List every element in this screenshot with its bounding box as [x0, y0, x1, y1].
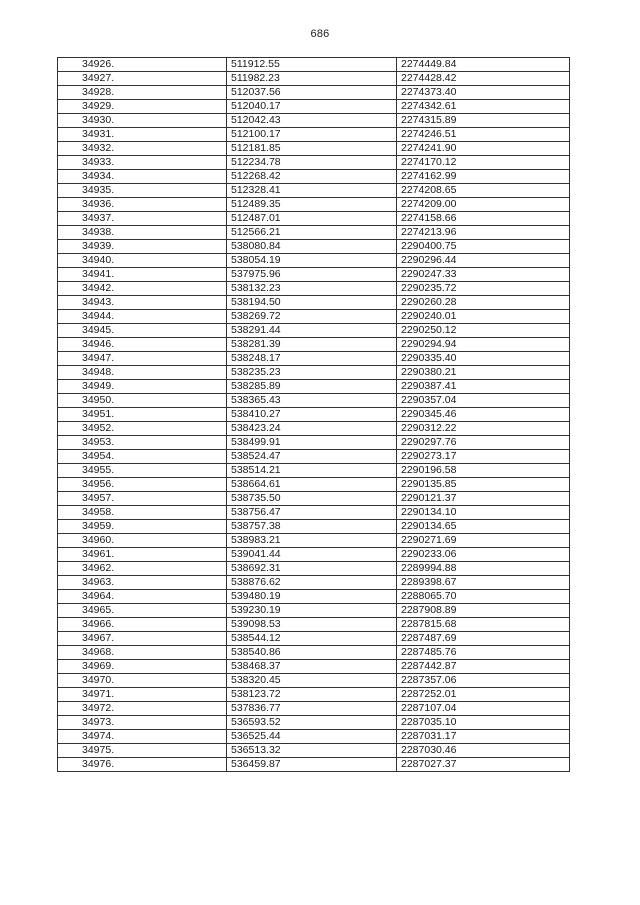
y-coordinate-cell: 2290250.12 — [397, 324, 570, 338]
point-number-cell: 34973. — [58, 716, 227, 730]
y-coordinate-cell: 2274241.90 — [397, 142, 570, 156]
table-row — [58, 380, 570, 394]
table-row — [58, 450, 570, 464]
x-coordinate-cell: 539230.19 — [227, 604, 397, 618]
table-row — [58, 128, 570, 142]
table-row — [58, 632, 570, 646]
table-row — [58, 618, 570, 632]
y-coordinate-cell: 2290357.04 — [397, 394, 570, 408]
y-coordinate-cell: 2290400.75 — [397, 240, 570, 254]
x-coordinate-cell: 538524.47 — [227, 450, 397, 464]
point-number-cell: 34970. — [58, 674, 227, 688]
table-row — [58, 58, 570, 72]
x-coordinate-cell: 538468.37 — [227, 660, 397, 674]
point-number-cell: 34926. — [58, 58, 227, 72]
y-coordinate-cell: 2290387.41 — [397, 380, 570, 394]
y-coordinate-cell: 2287485.76 — [397, 646, 570, 660]
x-coordinate-cell: 538291.44 — [227, 324, 397, 338]
table-row — [58, 660, 570, 674]
y-coordinate-cell: 2287908.89 — [397, 604, 570, 618]
x-coordinate-cell: 538132.23 — [227, 282, 397, 296]
point-number-cell: 34965. — [58, 604, 227, 618]
point-number-cell: 34972. — [58, 702, 227, 716]
coordinates-table-container — [57, 57, 569, 772]
point-number-cell: 34932. — [58, 142, 227, 156]
table-row — [58, 212, 570, 226]
x-coordinate-cell: 536525.44 — [227, 730, 397, 744]
x-coordinate-cell: 536513.32 — [227, 744, 397, 758]
table-row — [58, 156, 570, 170]
point-number-cell: 34957. — [58, 492, 227, 506]
y-coordinate-cell: 2274315.89 — [397, 114, 570, 128]
x-coordinate-cell: 512489.35 — [227, 198, 397, 212]
point-number-cell: 34960. — [58, 534, 227, 548]
table-row — [58, 716, 570, 730]
y-coordinate-cell: 2290135.85 — [397, 478, 570, 492]
y-coordinate-cell: 2290134.65 — [397, 520, 570, 534]
x-coordinate-cell: 512328.41 — [227, 184, 397, 198]
table-row — [58, 240, 570, 254]
point-number-cell: 34952. — [58, 422, 227, 436]
x-coordinate-cell: 538194.50 — [227, 296, 397, 310]
table-row — [58, 394, 570, 408]
point-number-cell: 34936. — [58, 198, 227, 212]
y-coordinate-cell: 2274213.96 — [397, 226, 570, 240]
y-coordinate-cell: 2290335.40 — [397, 352, 570, 366]
y-coordinate-cell: 2290235.72 — [397, 282, 570, 296]
point-number-cell: 34947. — [58, 352, 227, 366]
table-row — [58, 702, 570, 716]
y-coordinate-cell: 2274208.65 — [397, 184, 570, 198]
y-coordinate-cell: 2290196.58 — [397, 464, 570, 478]
x-coordinate-cell: 538544.12 — [227, 632, 397, 646]
point-number-cell: 34946. — [58, 338, 227, 352]
x-coordinate-cell: 537975.96 — [227, 268, 397, 282]
y-coordinate-cell: 2289994.88 — [397, 562, 570, 576]
x-coordinate-cell: 538423.24 — [227, 422, 397, 436]
table-row — [58, 562, 570, 576]
point-number-cell: 34934. — [58, 170, 227, 184]
table-row — [58, 114, 570, 128]
point-number-cell: 34959. — [58, 520, 227, 534]
point-number-cell: 34966. — [58, 618, 227, 632]
y-coordinate-cell: 2274158.66 — [397, 212, 570, 226]
table-row — [58, 464, 570, 478]
table-row — [58, 520, 570, 534]
y-coordinate-cell: 2287252.01 — [397, 688, 570, 702]
x-coordinate-cell: 512100.17 — [227, 128, 397, 142]
point-number-cell: 34929. — [58, 100, 227, 114]
table-row — [58, 184, 570, 198]
table-row — [58, 268, 570, 282]
table-row — [58, 170, 570, 184]
x-coordinate-cell: 511982.23 — [227, 72, 397, 86]
point-number-cell: 34967. — [58, 632, 227, 646]
table-row — [58, 548, 570, 562]
x-coordinate-cell: 538514.21 — [227, 464, 397, 478]
table-row — [58, 86, 570, 100]
y-coordinate-cell: 2274246.51 — [397, 128, 570, 142]
page-number: 686 — [310, 28, 330, 40]
y-coordinate-cell: 2290297.76 — [397, 436, 570, 450]
y-coordinate-cell: 2290134.10 — [397, 506, 570, 520]
table-row — [58, 646, 570, 660]
y-coordinate-cell: 2287027.37 — [397, 758, 570, 772]
y-coordinate-cell: 2289398.67 — [397, 576, 570, 590]
table-row — [58, 254, 570, 268]
y-coordinate-cell: 2290260.28 — [397, 296, 570, 310]
point-number-cell: 34968. — [58, 646, 227, 660]
x-coordinate-cell: 538735.50 — [227, 492, 397, 506]
point-number-cell: 34933. — [58, 156, 227, 170]
table-row — [58, 72, 570, 86]
table-row — [58, 436, 570, 450]
table-row — [58, 408, 570, 422]
point-number-cell: 34948. — [58, 366, 227, 380]
x-coordinate-cell: 512181.85 — [227, 142, 397, 156]
y-coordinate-cell: 2290233.06 — [397, 548, 570, 562]
point-number-cell: 34950. — [58, 394, 227, 408]
point-number-cell: 34944. — [58, 310, 227, 324]
x-coordinate-cell: 512566.21 — [227, 226, 397, 240]
x-coordinate-cell: 512487.01 — [227, 212, 397, 226]
y-coordinate-cell: 2274342.61 — [397, 100, 570, 114]
y-coordinate-cell: 2287442.87 — [397, 660, 570, 674]
x-coordinate-cell: 538756.47 — [227, 506, 397, 520]
point-number-cell: 34963. — [58, 576, 227, 590]
y-coordinate-cell: 2290296.44 — [397, 254, 570, 268]
x-coordinate-cell: 539098.53 — [227, 618, 397, 632]
table-row — [58, 604, 570, 618]
x-coordinate-cell: 538540.86 — [227, 646, 397, 660]
point-number-cell: 34951. — [58, 408, 227, 422]
table-row — [58, 674, 570, 688]
y-coordinate-cell: 2274428.42 — [397, 72, 570, 86]
y-coordinate-cell: 2287030.46 — [397, 744, 570, 758]
table-row — [58, 142, 570, 156]
y-coordinate-cell: 2274162.99 — [397, 170, 570, 184]
y-coordinate-cell: 2290294.94 — [397, 338, 570, 352]
table-row — [58, 338, 570, 352]
y-coordinate-cell: 2290271.69 — [397, 534, 570, 548]
point-number-cell: 34931. — [58, 128, 227, 142]
table-row — [58, 366, 570, 380]
table-row — [58, 744, 570, 758]
x-coordinate-cell: 512040.17 — [227, 100, 397, 114]
coordinates-table-body — [58, 58, 570, 772]
x-coordinate-cell: 538983.21 — [227, 534, 397, 548]
point-number-cell: 34975. — [58, 744, 227, 758]
table-row — [58, 352, 570, 366]
table-row — [58, 198, 570, 212]
y-coordinate-cell: 2274170.12 — [397, 156, 570, 170]
x-coordinate-cell: 538235.23 — [227, 366, 397, 380]
y-coordinate-cell: 2290345.46 — [397, 408, 570, 422]
x-coordinate-cell: 537836.77 — [227, 702, 397, 716]
y-coordinate-cell: 2288065.70 — [397, 590, 570, 604]
x-coordinate-cell: 538757.38 — [227, 520, 397, 534]
table-row — [58, 590, 570, 604]
table-row — [58, 324, 570, 338]
y-coordinate-cell: 2290247.33 — [397, 268, 570, 282]
point-number-cell: 34971. — [58, 688, 227, 702]
x-coordinate-cell: 538248.17 — [227, 352, 397, 366]
y-coordinate-cell: 2290240.01 — [397, 310, 570, 324]
table-row — [58, 296, 570, 310]
x-coordinate-cell: 512042.43 — [227, 114, 397, 128]
x-coordinate-cell: 538281.39 — [227, 338, 397, 352]
x-coordinate-cell: 536459.87 — [227, 758, 397, 772]
x-coordinate-cell: 538320.45 — [227, 674, 397, 688]
x-coordinate-cell: 538410.27 — [227, 408, 397, 422]
x-coordinate-cell: 536593.52 — [227, 716, 397, 730]
table-row — [58, 758, 570, 772]
x-coordinate-cell: 538123.72 — [227, 688, 397, 702]
point-number-cell: 34955. — [58, 464, 227, 478]
y-coordinate-cell: 2287031.17 — [397, 730, 570, 744]
x-coordinate-cell: 538285.89 — [227, 380, 397, 394]
y-coordinate-cell: 2290380.21 — [397, 366, 570, 380]
x-coordinate-cell: 512234.78 — [227, 156, 397, 170]
table-row — [58, 282, 570, 296]
y-coordinate-cell: 2290121.37 — [397, 492, 570, 506]
table-row — [58, 730, 570, 744]
x-coordinate-cell: 538664.61 — [227, 478, 397, 492]
x-coordinate-cell: 538499.91 — [227, 436, 397, 450]
x-coordinate-cell: 512268.42 — [227, 170, 397, 184]
point-number-cell: 34964. — [58, 590, 227, 604]
table-row — [58, 576, 570, 590]
x-coordinate-cell: 539041.44 — [227, 548, 397, 562]
table-row — [58, 226, 570, 240]
point-number-cell: 34940. — [58, 254, 227, 268]
x-coordinate-cell: 538269.72 — [227, 310, 397, 324]
x-coordinate-cell: 538365.43 — [227, 394, 397, 408]
table-row — [58, 534, 570, 548]
y-coordinate-cell: 2274449.84 — [397, 58, 570, 72]
y-coordinate-cell: 2287035.10 — [397, 716, 570, 730]
x-coordinate-cell: 538876.62 — [227, 576, 397, 590]
point-number-cell: 34949. — [58, 380, 227, 394]
point-number-cell: 34961. — [58, 548, 227, 562]
point-number-cell: 34930. — [58, 114, 227, 128]
x-coordinate-cell: 538080.84 — [227, 240, 397, 254]
y-coordinate-cell: 2287815.68 — [397, 618, 570, 632]
x-coordinate-cell: 538054.19 — [227, 254, 397, 268]
point-number-cell: 34962. — [58, 562, 227, 576]
table-row — [58, 422, 570, 436]
point-number-cell: 34969. — [58, 660, 227, 674]
y-coordinate-cell: 2287107.04 — [397, 702, 570, 716]
y-coordinate-cell: 2274209.00 — [397, 198, 570, 212]
point-number-cell: 34939. — [58, 240, 227, 254]
table-row — [58, 492, 570, 506]
point-number-cell: 34954. — [58, 450, 227, 464]
point-number-cell: 34974. — [58, 730, 227, 744]
point-number-cell: 34937. — [58, 212, 227, 226]
point-number-cell: 34941. — [58, 268, 227, 282]
point-number-cell: 34927. — [58, 72, 227, 86]
point-number-cell: 34938. — [58, 226, 227, 240]
y-coordinate-cell: 2290312.22 — [397, 422, 570, 436]
point-number-cell: 34942. — [58, 282, 227, 296]
point-number-cell: 34945. — [58, 324, 227, 338]
x-coordinate-cell: 511912.55 — [227, 58, 397, 72]
point-number-cell: 34958. — [58, 506, 227, 520]
table-row — [58, 506, 570, 520]
point-number-cell: 34928. — [58, 86, 227, 100]
y-coordinate-cell: 2274373.40 — [397, 86, 570, 100]
x-coordinate-cell: 512037.56 — [227, 86, 397, 100]
table-row — [58, 688, 570, 702]
table-row — [58, 100, 570, 114]
table-row — [58, 310, 570, 324]
table-row — [58, 478, 570, 492]
y-coordinate-cell: 2290273.17 — [397, 450, 570, 464]
point-number-cell: 34953. — [58, 436, 227, 450]
point-number-cell: 34935. — [58, 184, 227, 198]
point-number-cell: 34956. — [58, 478, 227, 492]
y-coordinate-cell: 2287357.06 — [397, 674, 570, 688]
point-number-cell: 34976. — [58, 758, 227, 772]
x-coordinate-cell: 539480.19 — [227, 590, 397, 604]
point-number-cell: 34943. — [58, 296, 227, 310]
y-coordinate-cell: 2287487.69 — [397, 632, 570, 646]
coordinates-table — [57, 57, 570, 772]
x-coordinate-cell: 538692.31 — [227, 562, 397, 576]
